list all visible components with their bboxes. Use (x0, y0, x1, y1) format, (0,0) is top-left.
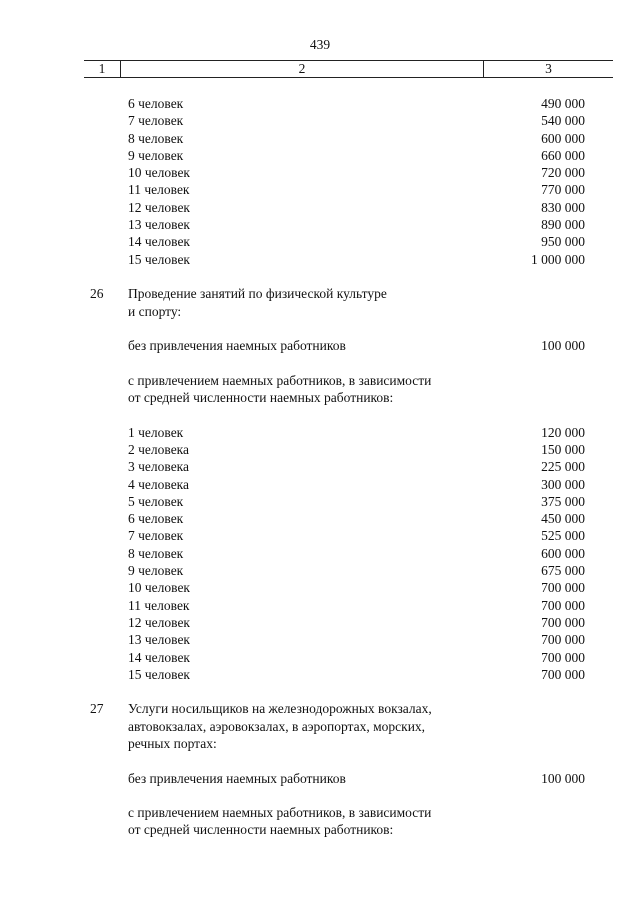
header-col-2: 2 (121, 61, 484, 77)
table-row (90, 233, 585, 250)
row-value: 700 000 (541, 632, 585, 648)
row-label: 2 человека (128, 441, 190, 457)
row-value: 100 000 (541, 338, 585, 354)
table-row (90, 493, 585, 510)
row-value: 700 000 (541, 666, 585, 682)
rows-continuation (90, 95, 585, 268)
subheading: с привлечением наемных работников, в зависимости (128, 805, 432, 821)
table-row (90, 441, 585, 458)
row-label: 11 человек (128, 597, 190, 613)
row-value: 700 000 (541, 597, 585, 613)
row-label: 5 человек (128, 493, 184, 509)
row-value: 675 000 (541, 563, 585, 579)
table-row (90, 476, 585, 493)
row-label: 7 человек (128, 113, 184, 129)
table-row (90, 181, 585, 198)
row-label: 9 человек (128, 147, 184, 163)
item-26 (90, 285, 585, 683)
row-value: 830 000 (541, 199, 585, 215)
table-row (90, 164, 585, 181)
table-row (90, 424, 585, 441)
row-label: без привлечения наемных работников (128, 770, 346, 786)
item-title: и спорту: (128, 303, 182, 319)
row-value: 700 000 (541, 614, 585, 630)
table-row (90, 216, 585, 233)
row-value: 225 000 (541, 459, 585, 475)
row-label: 12 человек (128, 614, 190, 630)
table-row (90, 614, 585, 631)
row-label: 7 человек (128, 528, 184, 544)
row-label: 6 человек (128, 96, 184, 111)
row-value: 950 000 (541, 234, 585, 250)
item-title: Проведение занятий по физической культуре (128, 286, 387, 302)
row-value: 525 000 (541, 528, 585, 544)
subheading: с привлечением наемных работников, в зависимости (128, 372, 432, 388)
table-body (90, 95, 585, 839)
item-title: речных портах: (128, 735, 217, 751)
item-number: 26 (90, 286, 104, 302)
page-number: 439 (309, 37, 331, 52)
header-col-3: 3 (545, 61, 552, 76)
row-value: 700 000 (541, 649, 585, 665)
table-row (90, 337, 585, 354)
table-row (90, 510, 585, 527)
table-row (90, 251, 585, 268)
row-value: 890 000 (541, 217, 585, 233)
item-27 (90, 700, 585, 838)
row-label: 15 человек (128, 666, 190, 682)
row-label: 13 человек (128, 217, 190, 233)
row-label: 12 человек (128, 199, 190, 215)
item-number: 27 (90, 701, 104, 717)
item-title: автовокзалах, аэровокзалах, в аэропортах, морских, (128, 718, 426, 734)
table-row (90, 579, 585, 596)
row-label: 8 человек (128, 545, 184, 561)
table-header (84, 60, 613, 78)
table-row (90, 130, 585, 147)
table-row (90, 649, 585, 666)
row-value: 300 000 (541, 476, 585, 492)
row-label: 9 человек (128, 563, 184, 579)
row-label: 15 человек (128, 251, 190, 267)
table-row (90, 112, 585, 129)
row-value: 120 000 (541, 424, 585, 440)
table-row (90, 458, 585, 475)
row-value: 540 000 (541, 113, 585, 129)
row-label: без привлечения наемных работников (128, 338, 346, 354)
table-row (90, 95, 585, 112)
row-label: 6 человек (128, 511, 184, 527)
table-row (90, 199, 585, 216)
row-label: 10 человек (128, 580, 190, 596)
row-value: 1 000 000 (531, 251, 585, 267)
header-col-1: 1 (84, 61, 121, 77)
row-label: 3 человека (128, 459, 190, 475)
table-row (90, 631, 585, 648)
row-value: 600 000 (541, 545, 585, 561)
table-row (90, 770, 585, 787)
row-value: 720 000 (541, 165, 585, 181)
row-label: 14 человек (128, 234, 190, 250)
row-label: 13 человек (128, 632, 190, 648)
row-value: 150 000 (541, 441, 585, 457)
row-label: 1 человек (128, 424, 184, 440)
table-row (90, 562, 585, 579)
table-row (90, 666, 585, 683)
row-label: 4 человека (128, 476, 190, 492)
row-value: 100 000 (541, 770, 585, 786)
item-title: Услуги носильщиков на железнодорожных вокзалах, (128, 701, 432, 717)
row-label: 14 человек (128, 649, 190, 665)
table-row (90, 527, 585, 544)
subheading: от средней численности наемных работников: (128, 822, 394, 838)
row-value: 490 000 (541, 96, 585, 111)
row-value: 600 000 (541, 130, 585, 146)
row-value: 375 000 (541, 493, 585, 509)
table-row (90, 147, 585, 164)
table-row (90, 545, 585, 562)
row-label: 11 человек (128, 182, 190, 198)
row-label: 10 человек (128, 165, 190, 181)
row-value: 700 000 (541, 580, 585, 596)
row-value: 450 000 (541, 511, 585, 527)
row-value: 660 000 (541, 147, 585, 163)
subheading: от средней численности наемных работников: (128, 390, 394, 406)
row-label: 8 человек (128, 130, 184, 146)
row-value: 770 000 (541, 182, 585, 198)
table-row (90, 597, 585, 614)
